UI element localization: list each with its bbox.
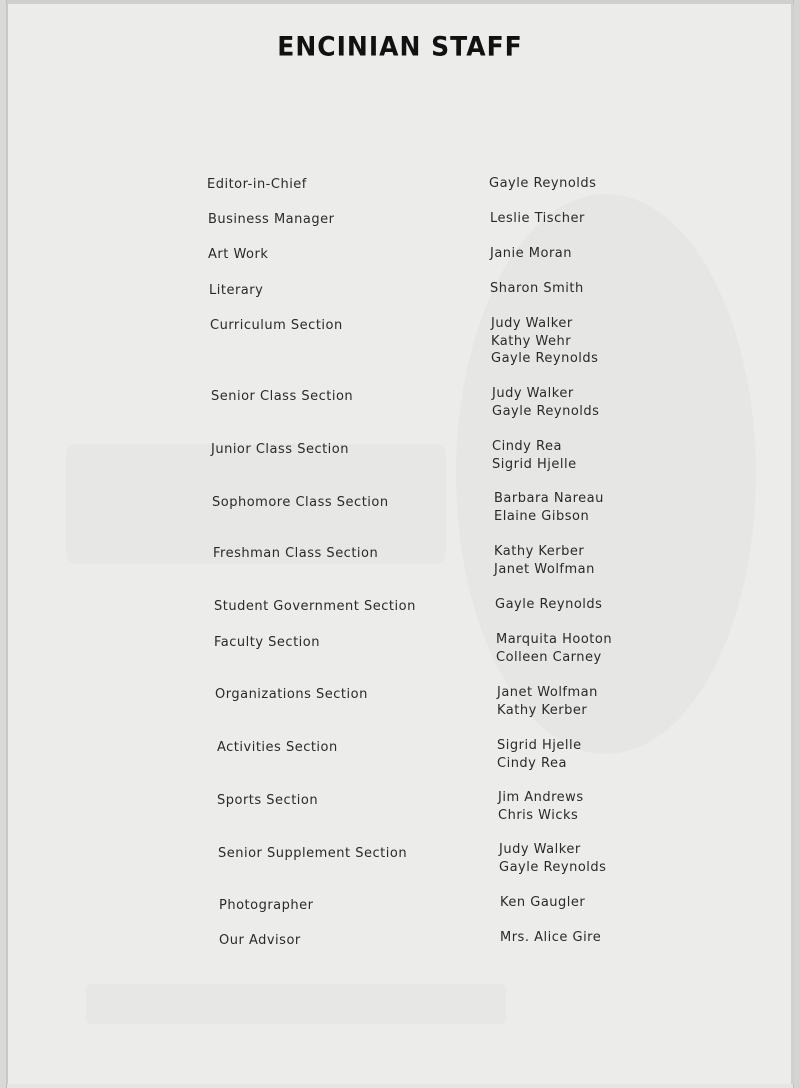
- staff-name: Leslie Tischer: [490, 211, 585, 226]
- bleed-through-shape: [86, 984, 506, 1024]
- staff-name: Janie Moran: [490, 246, 573, 261]
- staff-role: Activities Section: [217, 740, 338, 755]
- staff-names: [498, 789, 584, 824]
- staff-role: Senior Supplement Section: [218, 846, 408, 861]
- staff-names: [490, 210, 585, 228]
- staff-role: Sophomore Class Section: [212, 495, 389, 510]
- staff-role: Sports Section: [217, 793, 319, 808]
- staff-names: [494, 490, 604, 525]
- staff-names: [494, 543, 595, 578]
- staff-names: [496, 631, 612, 666]
- staff-role: Photographer: [219, 898, 314, 913]
- document-page: [6, 4, 794, 1084]
- staff-name: Marquita Hooton: [496, 632, 613, 647]
- staff-name: Cindy Rea: [497, 755, 567, 771]
- staff-role: Editor-in-Chief: [207, 177, 307, 192]
- staff-name: Judy Walker: [499, 842, 581, 857]
- staff-role: Literary: [209, 283, 264, 298]
- staff-name: Sharon Smith: [490, 281, 584, 296]
- page-title: ENCINIAN STAFF: [277, 31, 523, 62]
- staff-role: Student Government Section: [214, 599, 416, 614]
- staff-names: [497, 684, 598, 719]
- staff-names: [489, 175, 596, 193]
- staff-role: Faculty Section: [214, 635, 320, 650]
- staff-name: Barbara Nareau: [494, 491, 604, 506]
- staff-name: Colleen Carney: [496, 649, 602, 665]
- staff-name: Kathy Wehr: [491, 333, 572, 349]
- staff-name: Gayle Reynolds: [499, 859, 607, 875]
- staff-names: [490, 280, 584, 298]
- staff-name: Janet Wolfman: [494, 561, 595, 577]
- page-right-edge: [793, 0, 800, 1088]
- staff-name: Gayle Reynolds: [489, 176, 597, 191]
- staff-name: Gayle Reynolds: [492, 403, 600, 419]
- staff-names: [495, 596, 602, 614]
- staff-name: Judy Walker: [492, 386, 574, 401]
- staff-role: Business Manager: [208, 212, 335, 227]
- staff-names: [490, 245, 572, 263]
- staff-names: [497, 737, 582, 772]
- staff-name: Chris Wicks: [498, 807, 579, 823]
- staff-role: Junior Class Section: [211, 442, 349, 457]
- staff-name: Ken Gaugler: [500, 895, 586, 910]
- staff-name: Gayle Reynolds: [491, 351, 599, 366]
- staff-name: Kathy Kerber: [497, 702, 588, 718]
- staff-name: Mrs. Alice Gire: [500, 930, 602, 945]
- staff-name: Kathy Kerber: [494, 544, 585, 559]
- bleed-through-shape: [456, 194, 756, 754]
- staff-role: Freshman Class Section: [213, 546, 379, 561]
- staff-role: Organizations Section: [215, 687, 368, 702]
- staff-names: [492, 438, 577, 473]
- staff-names: [499, 841, 606, 876]
- staff-names: [492, 385, 599, 420]
- staff-name: Sigrid Hjelle: [497, 738, 582, 753]
- staff-name: Judy Walker: [491, 316, 573, 331]
- staff-name: Elaine Gibson: [494, 508, 590, 524]
- staff-role: Curriculum Section: [210, 318, 343, 333]
- staff-names: [500, 894, 585, 912]
- staff-name: Gayle Reynolds: [495, 597, 603, 612]
- staff-role: Our Advisor: [219, 933, 301, 948]
- staff-names: [500, 929, 601, 947]
- staff-name: Jim Andrews: [498, 790, 584, 805]
- staff-role: Art Work: [208, 247, 269, 262]
- staff-role: Senior Class Section: [211, 389, 354, 404]
- staff-name: Cindy Rea: [492, 439, 562, 454]
- staff-name: Janet Wolfman: [497, 685, 598, 700]
- staff-names: [491, 315, 598, 368]
- staff-name: Sigrid Hjelle: [492, 456, 577, 472]
